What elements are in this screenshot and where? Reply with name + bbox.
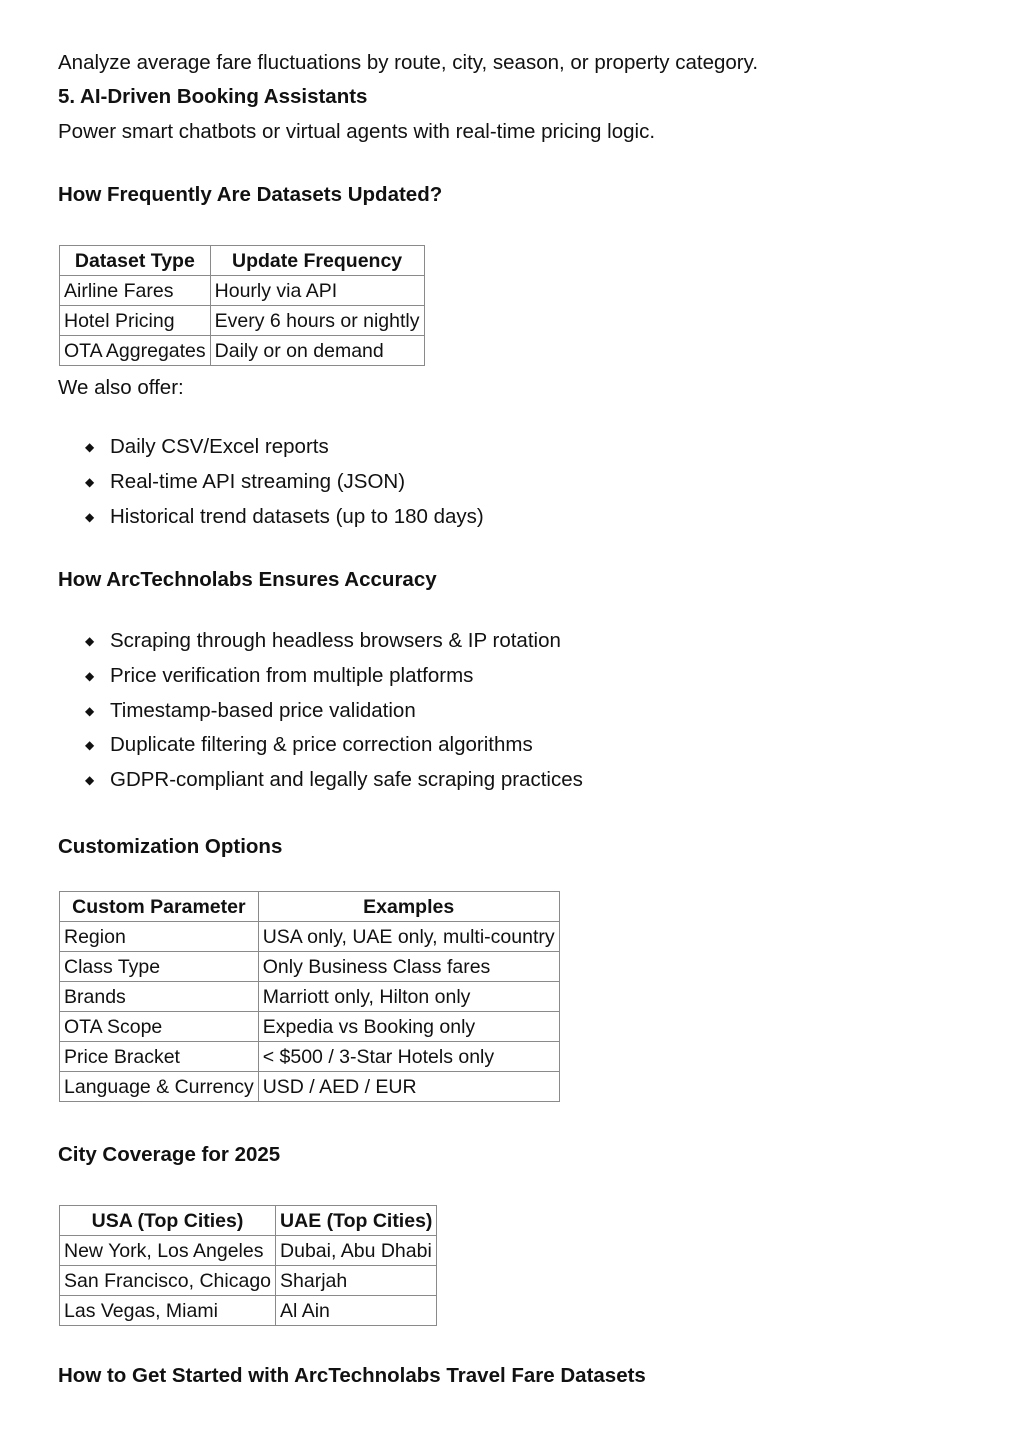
table-cell: Only Business Class fares <box>258 952 559 982</box>
table-row <box>60 922 560 952</box>
section-heading-get-started: How to Get Started with ArcTechnolabs Travel Fare Datasets <box>58 1364 646 1387</box>
bullet-icon: ◆ <box>85 703 95 718</box>
section-heading-city-coverage: City Coverage for 2025 <box>58 1143 281 1166</box>
list-item <box>58 505 484 540</box>
table-header-row <box>60 246 425 276</box>
table-row <box>60 1296 437 1326</box>
section-heading-ai-assistants: 5. AI-Driven Booking Assistants <box>58 85 368 108</box>
table-cell: Las Vegas, Miami <box>60 1296 276 1326</box>
bullet-icon: ◆ <box>85 634 95 648</box>
table-cell: Airline Fares <box>60 276 211 306</box>
ai-assistants-paragraph: Power smart chatbots or virtual agents with real-time pricing logic. <box>58 120 656 143</box>
section-heading-accuracy: How ArcTechnolabs Ensures Accuracy <box>58 568 437 591</box>
bullet-icon: ◆ <box>85 738 95 753</box>
table-cell: USD / AED / EUR <box>258 1072 559 1102</box>
table-cell: Sharjah <box>276 1266 437 1296</box>
table-row <box>60 1042 560 1072</box>
list-item-text: Price verification from multiple platforms <box>110 663 474 687</box>
accuracy-list <box>58 629 583 803</box>
table-row <box>60 1012 560 1042</box>
table-header-cell: Update Frequency <box>210 246 424 276</box>
list-item-text: Scraping through headless browsers & IP rotation <box>110 629 561 652</box>
table-row <box>60 1236 437 1266</box>
list-item <box>58 629 583 664</box>
list-item-text: Daily CSV/Excel reports <box>110 435 329 458</box>
table-row <box>60 1072 560 1102</box>
table-cell: Language & Currency <box>60 1072 259 1102</box>
table-cell: Al Ain <box>276 1296 437 1326</box>
list-item-text: Timestamp-based price validation <box>110 698 416 722</box>
list-item-text: Duplicate filtering & price correction algorithms <box>110 733 533 757</box>
table-header-row <box>60 1206 437 1236</box>
customization-table <box>59 891 560 1102</box>
list-item <box>58 470 484 505</box>
table-row <box>60 306 425 336</box>
list-item <box>58 699 583 734</box>
table-cell: Dubai, Abu Dhabi <box>276 1236 437 1266</box>
list-item <box>58 733 583 768</box>
table-cell: Class Type <box>60 952 259 982</box>
section-heading-customization: Customization Options <box>58 835 283 858</box>
bullet-icon: ◆ <box>85 773 95 788</box>
list-item <box>58 768 583 803</box>
table-cell: < $500 / 3-Star Hotels only <box>258 1042 559 1072</box>
table-row <box>60 982 560 1012</box>
list-item <box>58 664 583 699</box>
table-cell: Daily or on demand <box>210 336 424 366</box>
table-cell: OTA Scope <box>60 1012 259 1042</box>
offer-list <box>58 435 484 539</box>
bullet-icon: ◆ <box>85 509 95 524</box>
table-cell: Hotel Pricing <box>60 306 211 336</box>
list-item-text: GDPR-compliant and legally safe scraping practices <box>110 768 583 792</box>
table-cell: Every 6 hours or nightly <box>210 306 424 336</box>
table-cell: San Francisco, Chicago <box>60 1266 276 1296</box>
table-cell: Region <box>60 922 259 952</box>
section-heading-update-frequency: How Frequently Are Datasets Updated? <box>58 183 443 206</box>
table-row <box>60 952 560 982</box>
bullet-icon: ◆ <box>85 440 95 454</box>
table-cell: Brands <box>60 982 259 1012</box>
table-cell: Price Bracket <box>60 1042 259 1072</box>
table-cell: New York, Los Angeles <box>60 1236 276 1266</box>
table-header-row <box>60 892 560 922</box>
table-cell: OTA Aggregates <box>60 336 211 366</box>
table-cell: Marriott only, Hilton only <box>258 982 559 1012</box>
update-frequency-table <box>59 245 425 366</box>
table-row <box>60 276 425 306</box>
offer-intro-text: We also offer: <box>58 376 184 399</box>
table-row <box>60 1266 437 1296</box>
table-cell: Hourly via API <box>210 276 424 306</box>
table-cell: Expedia vs Booking only <box>258 1012 559 1042</box>
bullet-icon: ◆ <box>85 474 95 489</box>
list-item-text: Real-time API streaming (JSON) <box>110 469 406 493</box>
table-header-cell: Custom Parameter <box>60 892 259 922</box>
city-coverage-table <box>59 1205 437 1326</box>
bullet-icon: ◆ <box>85 668 95 683</box>
intro-paragraph: Analyze average fare fluctuations by route, city, season, or property category. <box>58 51 759 74</box>
table-header-cell: USA (Top Cities) <box>60 1206 276 1236</box>
table-header-cell: Dataset Type <box>60 246 211 276</box>
table-header-cell: Examples <box>258 892 559 922</box>
table-header-cell: UAE (Top Cities) <box>276 1206 437 1236</box>
table-cell: USA only, UAE only, multi-country <box>258 922 559 952</box>
table-row <box>60 336 425 366</box>
list-item-text: Historical trend datasets (up to 180 days) <box>110 504 484 528</box>
list-item <box>58 435 484 470</box>
